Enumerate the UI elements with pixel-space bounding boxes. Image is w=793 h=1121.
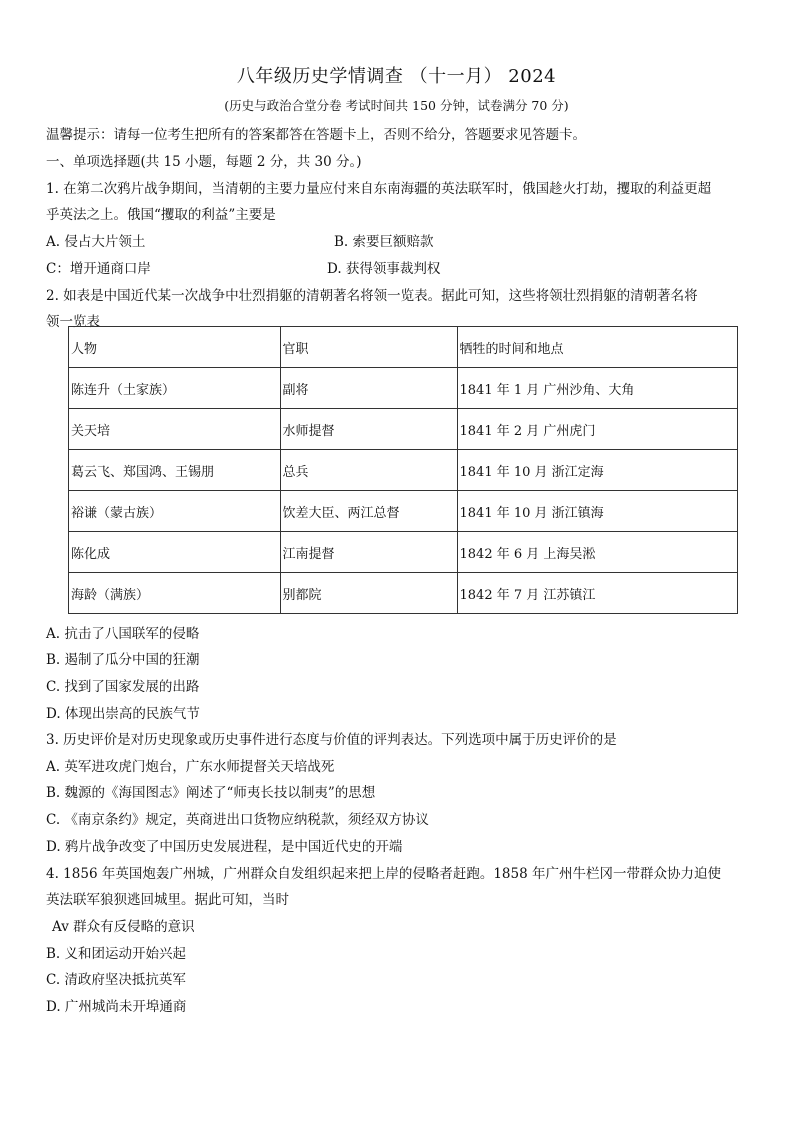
table-cell: 水师提督 xyxy=(280,409,457,450)
table-header-cell: 牺牲的时间和地点 xyxy=(457,327,738,368)
generals-table xyxy=(68,326,738,614)
table-cell: 裕谦（蒙古族） xyxy=(69,491,281,532)
page-title: 八年级历史学情调查 （十一月） 2024 xyxy=(236,66,557,87)
table-cell: 陈化成 xyxy=(69,532,281,573)
table-cell: 1842 年 6 月 上海吴淞 xyxy=(457,532,738,573)
q3-option-b: B. 魏源的《海国图志》阐述了“师夷长技以制夷”的思想 xyxy=(46,785,376,801)
table-cell: 1841 年 1 月 广州沙角、大角 xyxy=(457,368,738,409)
q4-option-d: D. 广州城尚未开埠通商 xyxy=(46,999,187,1015)
q2-stem-line1: 2. 如表是中国近代某一次战争中壮烈捐躯的清朝著名将领一览表。据此可知，这些将领壮烈捐躯的清朝著名将 xyxy=(46,288,698,304)
q3-option-a: A. 英军进攻虎门炮台，广东水师提督关天培战死 xyxy=(46,759,335,775)
section-heading: 一、单项选择题(共 15 小题，每题 2 分，共 30 分。) xyxy=(46,154,362,170)
q2-stem-line2: 领一览表 xyxy=(46,314,100,330)
table-cell: 江南提督 xyxy=(280,532,457,573)
q2-option-c: C. 找到了国家发展的出路 xyxy=(46,679,200,695)
q2-option-a: A. 抗击了八国联军的侵略 xyxy=(46,626,200,642)
table-cell: 1841 年 10 月 浙江镇海 xyxy=(457,491,738,532)
q4-option-a: Av 群众有反侵略的意识 xyxy=(52,919,195,935)
table-row xyxy=(69,532,738,573)
q2-option-d: D. 体现出崇高的民族气节 xyxy=(46,706,200,722)
q2-option-b: B. 遏制了瓜分中国的狂潮 xyxy=(46,652,200,668)
table-cell: 陈连升（土家族） xyxy=(69,368,281,409)
table-cell: 葛云飞、郑国鸿、王锡朋 xyxy=(69,450,281,491)
table-row xyxy=(69,409,738,450)
table-cell: 1841 年 10 月 浙江定海 xyxy=(457,450,738,491)
table-cell: 别都院 xyxy=(280,573,457,614)
table-cell: 饮差大臣、两江总督 xyxy=(280,491,457,532)
table-header-cell: 官职 xyxy=(280,327,457,368)
table-cell: 1841 年 2 月 广州虎门 xyxy=(457,409,738,450)
table-row xyxy=(69,573,738,614)
q1-option-d: D. 获得领事裁判权 xyxy=(327,261,441,277)
q4-option-c: C. 清政府坚决抵抗英军 xyxy=(46,972,186,988)
table-header-row xyxy=(69,327,738,368)
q1-stem-line1: 1. 在第二次鸦片战争期间，当清朝的主要力量应付来自东南海疆的英法联军时，俄国趁火打劫，攫取的利益更超 xyxy=(46,181,712,197)
table-row xyxy=(69,368,738,409)
q1-option-a: A. 侵占大片领土 xyxy=(46,234,146,250)
q1-option-c: C：增开通商口岸 xyxy=(46,261,151,277)
table-row xyxy=(69,450,738,491)
q3-option-c: C. 《南京条约》规定，英商进出口货物应纳税款，须经双方协议 xyxy=(46,812,429,828)
q4-option-b: B. 义和团运动开始兴起 xyxy=(46,946,187,962)
q1-option-b: B. 索要巨额赔款 xyxy=(334,234,434,250)
table-cell: 总兵 xyxy=(280,450,457,491)
table-row xyxy=(69,491,738,532)
table-header-cell: 人物 xyxy=(69,327,281,368)
table-cell: 海龄（满族） xyxy=(69,573,281,614)
table-cell: 1842 年 7 月 江苏镇江 xyxy=(457,573,738,614)
table-cell: 副将 xyxy=(280,368,457,409)
q4-stem-line2: 英法联军狼狈逃回城里。据此可知，当时 xyxy=(46,892,289,908)
table-cell: 关天培 xyxy=(69,409,281,450)
page-subtitle: (历史与政治合堂分卷 考试时间共 150 分钟，试卷满分 70 分) xyxy=(224,98,569,113)
q3-option-d: D. 鸦片战争改变了中国历史发展进程，是中国近代史的开端 xyxy=(46,839,403,855)
q4-stem-line1: 4. 1856 年英国炮轰广州城，广州群众自发组织起来把上岸的侵略者赶跑。1858 年广州牛栏冈一带群众协力迫使 xyxy=(46,866,721,882)
q1-stem-line2: 乎英法之上。俄国“攫取的利益”主要是 xyxy=(46,207,276,223)
q3-stem: 3. 历史评价是对历史现象或历史事件进行态度与价值的评判表达。下列选项中属于历史评价的是 xyxy=(46,732,617,748)
exam-notice: 温馨提示：请每一位考生把所有的答案都答在答题卡上，否则不给分，答题要求见答题卡。 xyxy=(46,127,586,143)
